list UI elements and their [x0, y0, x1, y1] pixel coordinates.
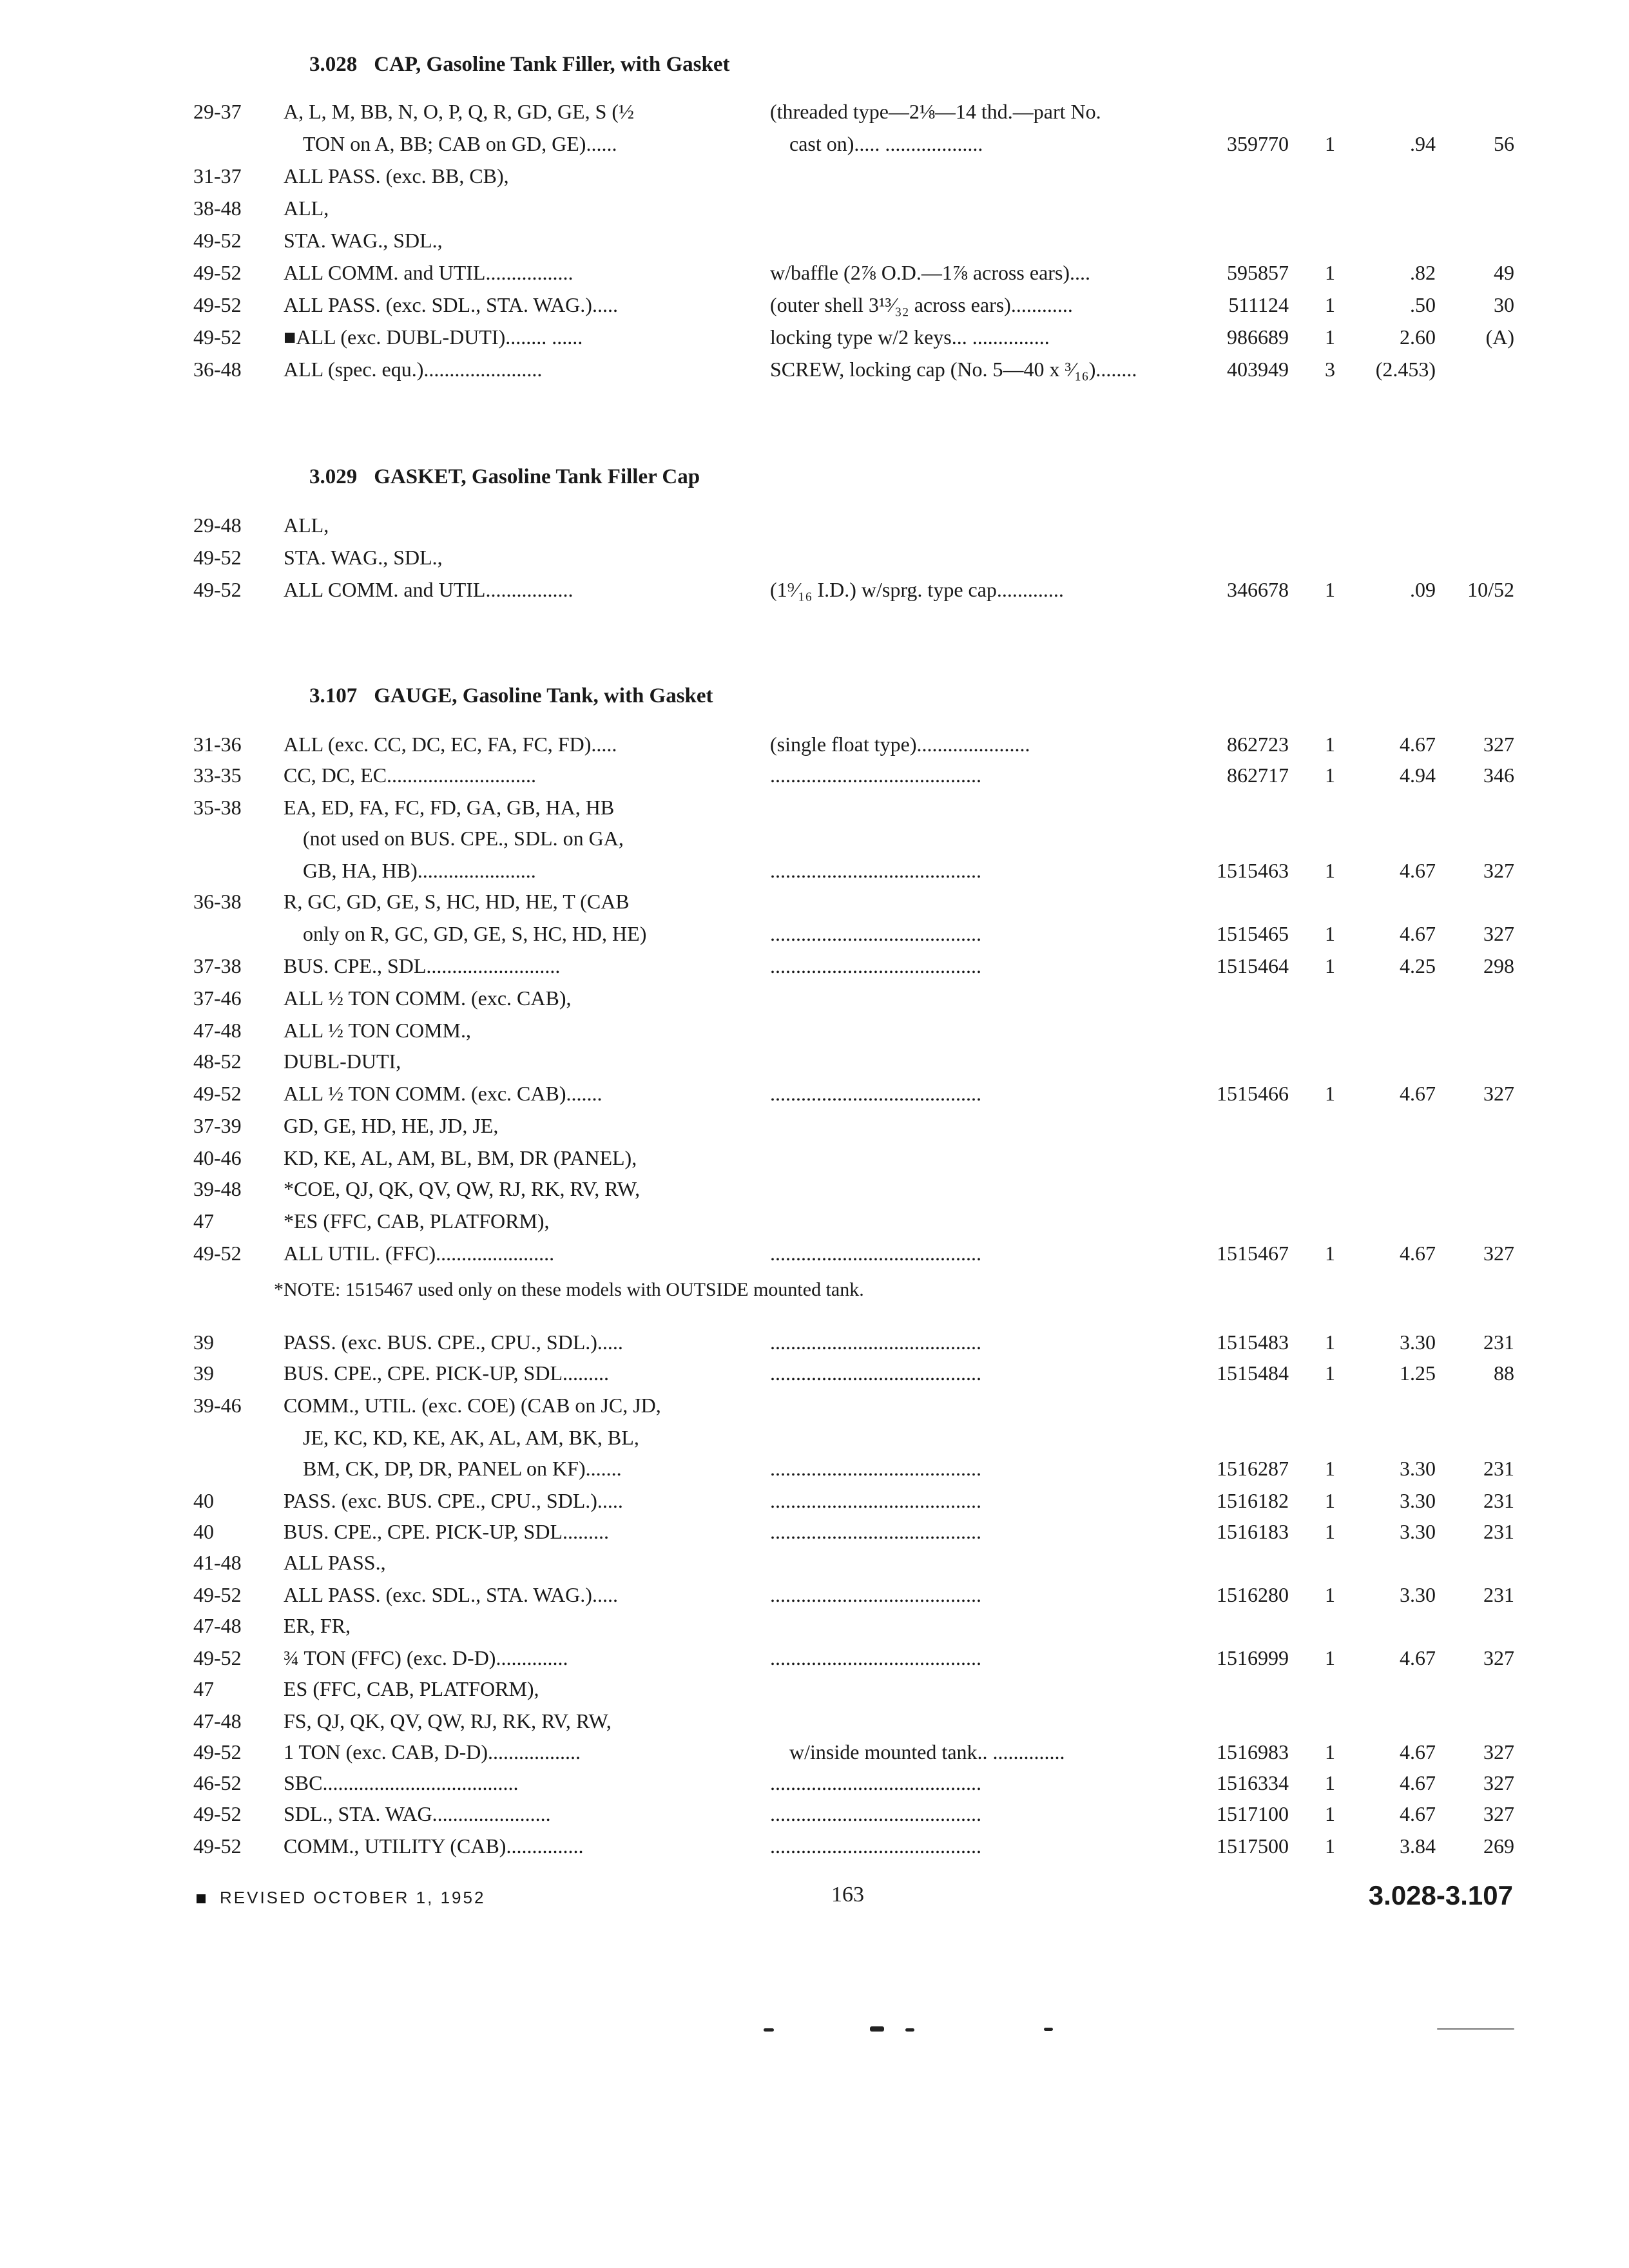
price-units: 231	[1483, 1583, 1514, 1606]
table-row	[0, 950, 1629, 982]
year-range: 49-52	[193, 546, 242, 569]
part-number: 359770	[1227, 132, 1289, 155]
year-range: 46-52	[193, 1771, 242, 1794]
year-range: 49-52	[193, 1082, 242, 1105]
year-range: 49-52	[193, 578, 242, 601]
footnote: *NOTE: 1515467 used only on these models with OUTSIDE mounted tank.	[274, 1279, 864, 1300]
part-description: (1⁹⁄₁₆ I.D.) w/sprg. type cap.............	[770, 578, 1064, 601]
year-range: 49-52	[193, 229, 242, 252]
table-row	[0, 128, 1629, 160]
list-price: 3.30	[1400, 1457, 1436, 1480]
table-row	[0, 289, 1629, 321]
table-row	[0, 1326, 1629, 1358]
section-title: GAUGE, Gasoline Tank, with Gasket	[374, 684, 713, 707]
year-range: 47-48	[193, 1614, 242, 1637]
table-row	[0, 256, 1629, 289]
list-price: 3.84	[1400, 1834, 1436, 1858]
section-title: CAP, Gasoline Tank Filler, with Gasket	[374, 53, 730, 76]
quantity: 1	[1325, 954, 1335, 977]
part-number: 1516999	[1217, 1646, 1289, 1669]
part-description: .........................................	[770, 1457, 981, 1480]
price-units: 269	[1483, 1834, 1514, 1858]
table-row	[0, 1642, 1629, 1674]
model-application: ALL PASS. (exc. SDL., STA. WAG.).....	[284, 293, 618, 316]
table-row	[0, 854, 1629, 887]
model-application: ALL PASS. (exc. SDL., STA. WAG.).....	[284, 1583, 618, 1606]
part-number: 1516334	[1217, 1771, 1289, 1794]
model-application: PASS. (exc. BUS. CPE., CPU., SDL.).....	[284, 1489, 623, 1512]
quantity: 1	[1325, 325, 1335, 349]
part-description: .........................................	[770, 1646, 981, 1669]
price-units: (A)	[1485, 325, 1514, 349]
scan-mark	[1437, 2028, 1514, 2030]
table-row	[0, 1142, 1629, 1174]
list-price: 4.67	[1400, 1242, 1436, 1265]
page-number: 163	[831, 1883, 864, 1907]
price-units: 327	[1483, 859, 1514, 882]
year-range: 40	[193, 1520, 214, 1543]
table-row	[0, 1485, 1629, 1517]
list-price: .09	[1410, 578, 1436, 601]
part-number: 1517100	[1217, 1802, 1289, 1825]
year-range: 47-48	[193, 1019, 242, 1042]
list-price: 4.25	[1400, 954, 1436, 977]
revision-footer	[197, 1888, 485, 1908]
quantity: 1	[1325, 922, 1335, 945]
part-description: (single float type)......................	[770, 733, 1030, 756]
quantity: 1	[1325, 764, 1335, 787]
list-price: 1.25	[1400, 1361, 1436, 1385]
table-row	[0, 822, 1629, 854]
price-units: 327	[1483, 733, 1514, 756]
table-row	[0, 1610, 1629, 1642]
model-application: ALL,	[284, 514, 329, 537]
part-number: 346678	[1227, 578, 1289, 601]
table-row	[0, 1830, 1629, 1862]
price-units: 49	[1494, 261, 1514, 284]
list-price: 4.67	[1400, 922, 1436, 945]
model-application: ALL COMM. and UTIL.................	[284, 261, 574, 284]
quantity: 1	[1325, 1242, 1335, 1265]
model-application: ER, FR,	[284, 1614, 351, 1637]
model-application: ALL ½ TON COMM.,	[284, 1019, 471, 1042]
year-range: 49-52	[193, 261, 242, 284]
model-application: ALL ½ TON COMM. (exc. CAB),	[284, 986, 572, 1010]
table-row	[0, 791, 1629, 823]
table-row	[0, 160, 1629, 192]
table-row	[0, 1389, 1629, 1421]
table-row	[0, 1798, 1629, 1830]
quantity: 1	[1325, 1771, 1335, 1794]
year-range: 49-52	[193, 1834, 242, 1858]
quantity: 1	[1325, 1331, 1335, 1354]
quantity: 3	[1325, 358, 1335, 381]
section-range: 3.028-3.107	[1368, 1880, 1513, 1910]
model-application: STA. WAG., SDL.,	[284, 229, 443, 252]
year-range: 41-48	[193, 1551, 242, 1574]
quantity: 1	[1325, 1457, 1335, 1480]
year-range: 49-52	[193, 1242, 242, 1265]
year-range: 31-36	[193, 733, 242, 756]
price-units: 88	[1494, 1361, 1514, 1385]
model-application: ALL (exc. CC, DC, EC, FA, FC, FD).....	[284, 733, 617, 756]
model-application: DUBL-DUTI,	[284, 1050, 401, 1073]
part-number: 1516287	[1217, 1457, 1289, 1480]
year-range: 36-38	[193, 890, 242, 913]
list-price: 3.30	[1400, 1331, 1436, 1354]
year-range: 49-52	[193, 1740, 242, 1763]
table-row	[0, 573, 1629, 606]
price-units: 231	[1483, 1520, 1514, 1543]
part-description: .........................................	[770, 1834, 981, 1858]
quantity: 1	[1325, 1520, 1335, 1543]
quantity: 1	[1325, 1646, 1335, 1669]
list-price: 4.67	[1400, 733, 1436, 756]
part-description: .........................................	[770, 1489, 981, 1512]
list-price: 2.60	[1400, 325, 1436, 349]
model-application: SBC......................................	[284, 1771, 519, 1794]
part-number: 1516182	[1217, 1489, 1289, 1512]
part-number: 1516183	[1217, 1520, 1289, 1543]
price-units: 346	[1483, 764, 1514, 787]
part-description: .........................................	[770, 1802, 981, 1825]
section-title: GASKET, Gasoline Tank Filler Cap	[374, 465, 700, 488]
table-row	[0, 192, 1629, 224]
model-application: BUS. CPE., SDL..........................	[284, 954, 561, 977]
model-application: ALL COMM. and UTIL.................	[284, 578, 574, 601]
part-description: .........................................	[770, 1242, 981, 1265]
price-units: 10/52	[1467, 578, 1514, 601]
table-row	[0, 1205, 1629, 1237]
part-number: 1515463	[1217, 859, 1289, 882]
part-number: 862717	[1227, 764, 1289, 787]
year-range: 39	[193, 1361, 214, 1385]
year-range: 39	[193, 1331, 214, 1354]
model-application: *ES (FFC, CAB, PLATFORM),	[284, 1209, 550, 1233]
quantity: 1	[1325, 1489, 1335, 1512]
year-range: 29-37	[193, 100, 242, 123]
year-range: 49-52	[193, 1802, 242, 1825]
section-number: 3.029	[309, 465, 358, 488]
quantity: 1	[1325, 293, 1335, 316]
year-range: 49-52	[193, 293, 242, 316]
part-number: 511124	[1228, 293, 1289, 316]
part-description: SCREW, locking cap (No. 5—40 x ³⁄₁₆)........	[770, 358, 1137, 381]
table-row	[0, 1014, 1629, 1046]
model-application: ALL ½ TON COMM. (exc. CAB).......	[284, 1082, 602, 1105]
section-number: 3.028	[309, 53, 358, 76]
quantity: 1	[1325, 1583, 1335, 1606]
table-row	[0, 1237, 1629, 1269]
price-units: 327	[1483, 1802, 1514, 1825]
year-range: 47	[193, 1209, 214, 1233]
price-units: 327	[1483, 1646, 1514, 1669]
price-units: 231	[1483, 1489, 1514, 1512]
part-number: 1516280	[1217, 1583, 1289, 1606]
part-number: 1516983	[1217, 1740, 1289, 1763]
model-application: PASS. (exc. BUS. CPE., CPU., SDL.).....	[284, 1331, 623, 1354]
part-description: .........................................	[770, 954, 981, 977]
part-description: .........................................	[770, 922, 981, 945]
year-range: 31-37	[193, 164, 242, 187]
model-application: COMM., UTIL. (exc. COE) (CAB on JC, JD,	[284, 1394, 661, 1417]
quantity: 1	[1325, 578, 1335, 601]
price-units: 327	[1483, 1082, 1514, 1105]
model-application: R, GC, GD, GE, S, HC, HD, HE, T (CAB	[284, 890, 630, 913]
part-description: .........................................	[770, 764, 981, 787]
part-description: .........................................	[770, 1331, 981, 1354]
part-number: 1515467	[1217, 1242, 1289, 1265]
list-price: 3.30	[1400, 1520, 1436, 1543]
year-range: 49-52	[193, 1583, 242, 1606]
table-row	[0, 541, 1629, 573]
model-application: ALL PASS. (exc. BB, CB),	[284, 164, 509, 187]
table-row	[0, 95, 1629, 128]
part-number: 986689	[1227, 325, 1289, 349]
table-row	[0, 982, 1629, 1014]
model-application: BUS. CPE., CPE. PICK-UP, SDL.........	[284, 1520, 609, 1543]
part-description: .........................................	[770, 1520, 981, 1543]
table-row	[0, 918, 1629, 950]
table-row	[0, 353, 1629, 385]
model-application: CC, DC, EC.............................	[284, 764, 537, 787]
list-price: 4.94	[1400, 764, 1436, 787]
year-range: 29-48	[193, 514, 242, 537]
table-row	[0, 1421, 1629, 1454]
table-row	[0, 1173, 1629, 1205]
list-price: 4.67	[1400, 1740, 1436, 1763]
part-number: 1515484	[1217, 1361, 1289, 1385]
year-range: 49-52	[193, 325, 242, 349]
model-application: ALL (spec. equ.).......................	[284, 358, 543, 381]
model-application: SDL., STA. WAG.......................	[284, 1802, 551, 1825]
year-range: 37-39	[193, 1114, 242, 1137]
year-range: 39-46	[193, 1394, 242, 1417]
model-application: GB, HA, HB).......................	[303, 859, 536, 882]
price-units: 298	[1483, 954, 1514, 977]
table-row	[0, 885, 1629, 918]
table-row	[0, 1673, 1629, 1705]
price-units: 327	[1483, 1771, 1514, 1794]
price-units: 56	[1494, 132, 1514, 155]
part-description: w/inside mounted tank.. ..............	[789, 1740, 1065, 1763]
price-units: 327	[1483, 1242, 1514, 1265]
table-row	[0, 1705, 1629, 1737]
part-description: .........................................	[770, 1583, 981, 1606]
quantity: 1	[1325, 1740, 1335, 1763]
table-row	[0, 1110, 1629, 1142]
table-row	[0, 509, 1629, 541]
list-price: 3.30	[1400, 1583, 1436, 1606]
year-range: 35-38	[193, 796, 242, 819]
scan-mark	[905, 2028, 914, 2032]
model-application: ALL,	[284, 197, 329, 220]
section-heading	[309, 53, 730, 77]
list-price: 4.67	[1400, 1802, 1436, 1825]
table-row	[0, 224, 1629, 256]
list-price: 4.67	[1400, 1771, 1436, 1794]
table-row	[0, 1767, 1629, 1799]
part-number: 1515464	[1217, 954, 1289, 977]
price-units: 327	[1483, 1740, 1514, 1763]
model-application: A, L, M, BB, N, O, P, Q, R, GD, GE, S (½	[284, 100, 635, 123]
model-application: ALL UTIL. (FFC).......................	[284, 1242, 555, 1265]
year-range: 37-46	[193, 986, 242, 1010]
section-number: 3.107	[309, 684, 358, 707]
quantity: 1	[1325, 733, 1335, 756]
table-row	[0, 1357, 1629, 1389]
quantity: 1	[1325, 1802, 1335, 1825]
model-application: 1 TON (exc. CAB, D-D)..................	[284, 1740, 581, 1763]
year-range: 49-52	[193, 1646, 242, 1669]
part-description: (threaded type—2⅛—14 thd.—part No.	[770, 100, 1101, 123]
part-number: 1515483	[1217, 1331, 1289, 1354]
model-application: ES (FFC, CAB, PLATFORM),	[284, 1677, 539, 1700]
year-range: 36-48	[193, 358, 242, 381]
scan-mark	[870, 2026, 884, 2032]
list-price: 4.67	[1400, 1082, 1436, 1105]
revised-marker-icon	[197, 1894, 206, 1903]
part-number: 1515465	[1217, 922, 1289, 945]
quantity: 1	[1325, 1082, 1335, 1105]
model-application: FS, QJ, QK, QV, QW, RJ, RK, RV, RW,	[284, 1709, 612, 1733]
part-description: cast on)..... ...................	[789, 132, 983, 155]
table-row	[0, 728, 1629, 760]
model-application: TON on A, BB; CAB on GD, GE)......	[303, 132, 617, 155]
model-application: STA. WAG., SDL.,	[284, 546, 443, 569]
part-number: 595857	[1227, 261, 1289, 284]
part-description: .........................................	[770, 1771, 981, 1794]
model-application: COMM., UTILITY (CAB)...............	[284, 1834, 584, 1858]
model-application: ALL PASS.,	[284, 1551, 386, 1574]
table-row	[0, 1515, 1629, 1548]
list-price: .82	[1410, 261, 1436, 284]
part-description: (outer shell 3¹³⁄₃₂ across ears)............	[770, 293, 1073, 316]
part-description: .........................................	[770, 1361, 981, 1385]
price-units: 327	[1483, 922, 1514, 945]
year-range: 37-38	[193, 954, 242, 977]
model-application: BM, CK, DP, DR, PANEL on KF).......	[303, 1457, 622, 1480]
part-number: 862723	[1227, 733, 1289, 756]
part-number: 1515466	[1217, 1082, 1289, 1105]
year-range: 47	[193, 1677, 214, 1700]
section-heading	[309, 684, 713, 708]
year-range: 38-48	[193, 197, 242, 220]
scan-mark	[1044, 2028, 1053, 2031]
year-range: 48-52	[193, 1050, 242, 1073]
list-price: .50	[1410, 293, 1436, 316]
model-application: KD, KE, AL, AM, BL, BM, DR (PANEL),	[284, 1146, 637, 1169]
model-application: ¾ TON (FFC) (exc. D-D)..............	[284, 1646, 568, 1669]
year-range: 47-48	[193, 1709, 242, 1733]
part-description: .........................................	[770, 859, 981, 882]
list-price: (2.453)	[1375, 358, 1436, 381]
table-row	[0, 1736, 1629, 1768]
table-row	[0, 1045, 1629, 1077]
list-price: 3.30	[1400, 1489, 1436, 1512]
part-description: locking type w/2 keys... ...............	[770, 325, 1050, 349]
price-units: 30	[1494, 293, 1514, 316]
table-row	[0, 1452, 1629, 1485]
scan-mark	[764, 2028, 774, 2032]
model-application: BUS. CPE., CPE. PICK-UP, SDL.........	[284, 1361, 609, 1385]
model-application: (not used on BUS. CPE., SDL. on GA,	[303, 827, 624, 850]
quantity: 1	[1325, 261, 1335, 284]
year-range: 39-48	[193, 1177, 242, 1200]
revised-date: REVISED OCTOBER 1, 1952	[220, 1888, 486, 1907]
part-number: 403949	[1227, 358, 1289, 381]
year-range: 40-46	[193, 1146, 242, 1169]
model-application: only on R, GC, GD, GE, S, HC, HD, HE)	[303, 922, 647, 945]
model-application: *COE, QJ, QK, QV, QW, RJ, RK, RV, RW,	[284, 1177, 641, 1200]
table-row	[0, 759, 1629, 791]
table-row	[0, 1579, 1629, 1611]
list-price: .94	[1410, 132, 1436, 155]
year-range: 33-35	[193, 764, 242, 787]
model-application: EA, ED, FA, FC, FD, GA, GB, HA, HB	[284, 796, 615, 819]
price-units: 231	[1483, 1457, 1514, 1480]
table-row	[0, 1077, 1629, 1110]
model-application: JE, KC, KD, KE, AK, AL, AM, BK, BL,	[303, 1426, 639, 1449]
quantity: 1	[1325, 859, 1335, 882]
table-row	[0, 321, 1629, 353]
list-price: 4.67	[1400, 859, 1436, 882]
part-number: 1517500	[1217, 1834, 1289, 1858]
quantity: 1	[1325, 1361, 1335, 1385]
list-price: 4.67	[1400, 1646, 1436, 1669]
part-description: .........................................	[770, 1082, 981, 1105]
part-description: w/baffle (2⅞ O.D.—1⅞ across ears)....	[770, 261, 1091, 284]
table-row	[0, 1546, 1629, 1579]
model-application: GD, GE, HD, HE, JD, JE,	[284, 1114, 499, 1137]
section-heading	[309, 465, 700, 489]
model-application: ■ALL (exc. DUBL-DUTI)........ ......	[284, 325, 583, 349]
price-units: 231	[1483, 1331, 1514, 1354]
quantity: 1	[1325, 132, 1335, 155]
quantity: 1	[1325, 1834, 1335, 1858]
year-range: 40	[193, 1489, 214, 1512]
